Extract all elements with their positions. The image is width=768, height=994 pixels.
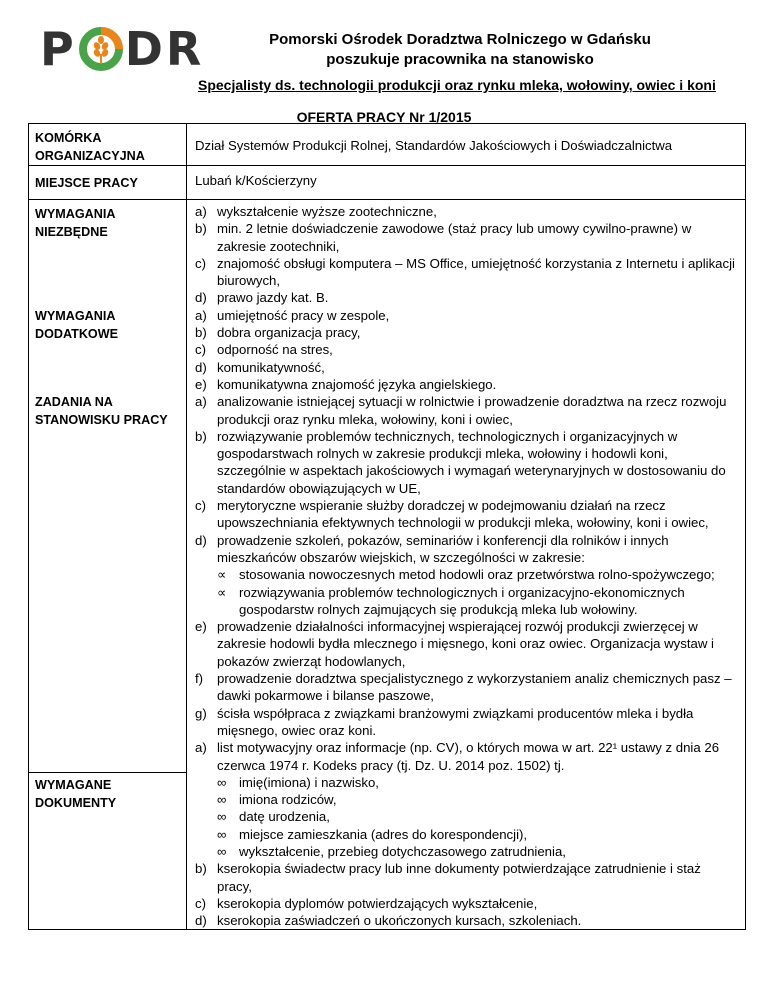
item-marker: c) — [195, 498, 206, 514]
list-item — [195, 324, 737, 341]
sub-item-text: wykształcenie, przebieg dotychczasowego zatrudnienia, — [239, 843, 566, 859]
item-marker: e) — [195, 619, 207, 635]
wheat-o-icon — [78, 26, 124, 72]
label-tasks: ZADANIA NA STANOWISKU PRACY — [35, 395, 168, 427]
row-body — [29, 200, 746, 930]
value-place: Lubań k/Kościerzyny — [187, 166, 746, 200]
item-text: prawo jazdy kat. B. — [217, 290, 329, 306]
label-place: MIEJSCE PRACY — [29, 166, 187, 200]
org-name: Pomorski Ośrodek Doradztwa Rolniczego w Gdańsku — [269, 31, 651, 48]
header — [200, 30, 720, 70]
documents-a-sublist — [217, 774, 737, 860]
item-marker: a) — [195, 307, 207, 323]
list-item — [195, 895, 737, 912]
offer-number: OFERTA PRACY Nr 1/2015 — [296, 109, 472, 125]
sub-item-text: datę urodzenia, — [239, 809, 330, 825]
item-marker: d) — [195, 532, 207, 548]
item-text: wykształcenie wyższe zootechniczne, — [217, 204, 437, 219]
row-place — [29, 166, 746, 200]
item-marker: d) — [195, 290, 207, 306]
item-marker: c) — [195, 342, 206, 358]
item-marker: c) — [195, 255, 206, 271]
item-text: umiejętność pracy w zespole, — [217, 307, 390, 323]
sub-item — [217, 566, 737, 583]
list-item — [195, 289, 737, 306]
item-marker: d) — [195, 359, 207, 375]
list-item — [195, 912, 737, 929]
item-text: kserokopia zaświadczeń o ukończonych kursach, szkoleniach. — [217, 913, 582, 929]
sub-item — [217, 774, 737, 791]
sub-item-text: miejsce zamieszkania (adres do korespondencji), — [239, 826, 528, 842]
list-item — [195, 618, 737, 670]
item-text: ścisła współpraca z związkami branżowymi związkami producentów mleka i bydła mięsnego, owiec oraz koni. — [217, 705, 694, 738]
item-marker: d) — [195, 913, 207, 929]
list-item — [195, 670, 737, 705]
sub-item — [217, 826, 737, 843]
item-text: list motywacyjny oraz informacje (np. CV), o których mowa w art. 22¹ ustawy z dnia 26 czerwca 1974 r. Kodeks pracy (tj. Dz. U. 2014 poz. 1502) tj. — [217, 740, 720, 773]
label-documents: WYMAGANE DOKUMENTY — [29, 772, 186, 812]
labels-column — [29, 200, 187, 930]
item-text: merytoryczne wspieranie służby doradczej w podejmowaniu działań na rzecz upowszechniania efektywnych technologii w produkcji mleka, wołowiny, koni i owiec, — [217, 498, 709, 531]
item-marker: c) — [195, 895, 206, 911]
label-additional: WYMAGANIA DODATKOWE — [35, 309, 119, 341]
additional-list — [195, 307, 737, 393]
item-marker: e) — [195, 376, 207, 392]
item-text: prowadzenie doradztwa specjalistycznego z wykorzystaniem analiz chemicznych pasz – dawki pokarmowe i bilanse paszowe, — [217, 671, 732, 704]
sub-item-text: rozwiązywania problemów technologicznych i organizacyjno-ekonomicznych gospodarstw rolnych zajmujących się produkcją mleka lub wołowiny. — [239, 584, 685, 617]
item-text: prowadzenie działalności informacyjnej wspierającej rozwój produkcji zwierzęcej w zakresie hodowli bydła mlecznego i mięsnego, koni oraz owiec. Organizacja wystaw i pokazów zwierząt hodowlanych, — [217, 619, 714, 669]
infinity-bullet-icon: ∞ — [217, 792, 227, 808]
item-text: znajomość obsługi komputera – MS Office, umiejętność korzystania z Internetu i aplikacji biurowych, — [217, 255, 735, 289]
item-text: prowadzenie szkoleń, pokazów, seminariów i konferencji dla rolników i innych mieszkańców obszarów wiejskich, w szczególności w zakresie: — [217, 532, 669, 565]
list-item — [195, 739, 737, 860]
list-item — [195, 532, 737, 618]
sub-item — [217, 791, 737, 808]
value-unit: Dział Systemów Produkcji Rolnej, Standardów Jakościowych i Doświadczalnictwa — [187, 124, 746, 166]
item-marker: b) — [195, 428, 207, 444]
list-item — [195, 393, 737, 428]
item-marker: g) — [195, 705, 207, 721]
sub-item-text: imiona rodziców, — [239, 792, 337, 808]
list-item — [195, 220, 737, 255]
item-text: analizowanie istniejącej sytuacji w rolnictwie i prowadzenie doradztwa na rzecz rozwoju produkcji oraz rynku mleka, wołowiny, koni i owiec, — [217, 394, 727, 427]
label-unit: KOMÓRKA ORGANIZACYJNA — [29, 124, 187, 166]
list-item — [195, 359, 737, 376]
list-item — [195, 307, 737, 324]
documents-list — [195, 739, 737, 929]
list-item — [195, 705, 737, 740]
list-item — [195, 497, 737, 532]
required-list — [195, 203, 737, 307]
org-subtitle: poszukuje pracownika na stanowisko — [326, 51, 594, 68]
item-text: dobra organizacja pracy, — [217, 325, 361, 341]
list-item — [195, 203, 737, 220]
infinity-bullet-icon: ∞ — [217, 843, 227, 859]
item-text: rozwiązywanie problemów technicznych, technologicznych i organizacyjnych w gospodarstwach rolnych w zakresie produkcji mleka, wołowiny i hodowli koni, szczególnie w aspektach jakościowych i wymagań weterynaryjnych w dostosowaniu do standardów obowiązujących w UE, — [217, 428, 726, 496]
list-item — [195, 255, 737, 290]
item-marker: a) — [195, 204, 207, 219]
item-marker: a) — [195, 394, 207, 410]
podr-logo — [40, 22, 205, 76]
content-column — [187, 200, 746, 930]
item-text: kserokopia dyplomów potwierdzających wykształcenie, — [217, 895, 538, 911]
logo-letter-p: P — [40, 22, 77, 76]
item-text: odporność na stres, — [217, 342, 333, 358]
list-item — [195, 428, 737, 497]
item-marker: f) — [195, 671, 204, 687]
list-item — [195, 860, 737, 895]
logo-letters-dr: DR — [124, 22, 205, 76]
tasks-d-sublist — [217, 566, 737, 618]
tasks-list — [195, 393, 737, 739]
label-required: WYMAGANIA NIEZBĘDNE — [35, 207, 115, 239]
list-item — [195, 376, 737, 393]
sub-item — [217, 584, 737, 619]
proportional-bullet-icon: ∝ — [217, 567, 227, 583]
item-text: komunikatywna znajomość języka angielskiego. — [217, 376, 497, 392]
row-unit — [29, 124, 746, 166]
infinity-bullet-icon: ∞ — [217, 826, 227, 842]
item-marker: b) — [195, 221, 207, 237]
proportional-bullet-icon: ∝ — [217, 584, 227, 600]
item-text: kserokopia świadectw pracy lub inne dokumenty potwierdzające zatrudnienie i staż pracy, — [217, 861, 701, 894]
list-item — [195, 341, 737, 358]
infinity-bullet-icon: ∞ — [217, 774, 227, 790]
item-marker: b) — [195, 325, 207, 341]
item-marker: b) — [195, 861, 207, 877]
sub-item — [217, 843, 737, 860]
sub-item — [217, 808, 737, 825]
job-title: Specjalisty ds. technologii produkcji oraz rynku mleka, wołowiny, owiec i koni — [198, 77, 716, 93]
sub-item-text: stosowania nowoczesnych metod hodowli oraz przetwórstwa rolno-spożywczego; — [239, 567, 715, 583]
sub-item-text: imię(imiona) i nazwisko, — [239, 774, 379, 790]
offer-table — [28, 123, 746, 930]
item-marker: a) — [195, 740, 207, 756]
item-text: min. 2 letnie doświadczenie zawodowe (staż pracy lub umowy cywilno-prawne) w zakresie zootechniki, — [217, 221, 692, 254]
item-text: komunikatywność, — [217, 359, 325, 375]
infinity-bullet-icon: ∞ — [217, 809, 227, 825]
